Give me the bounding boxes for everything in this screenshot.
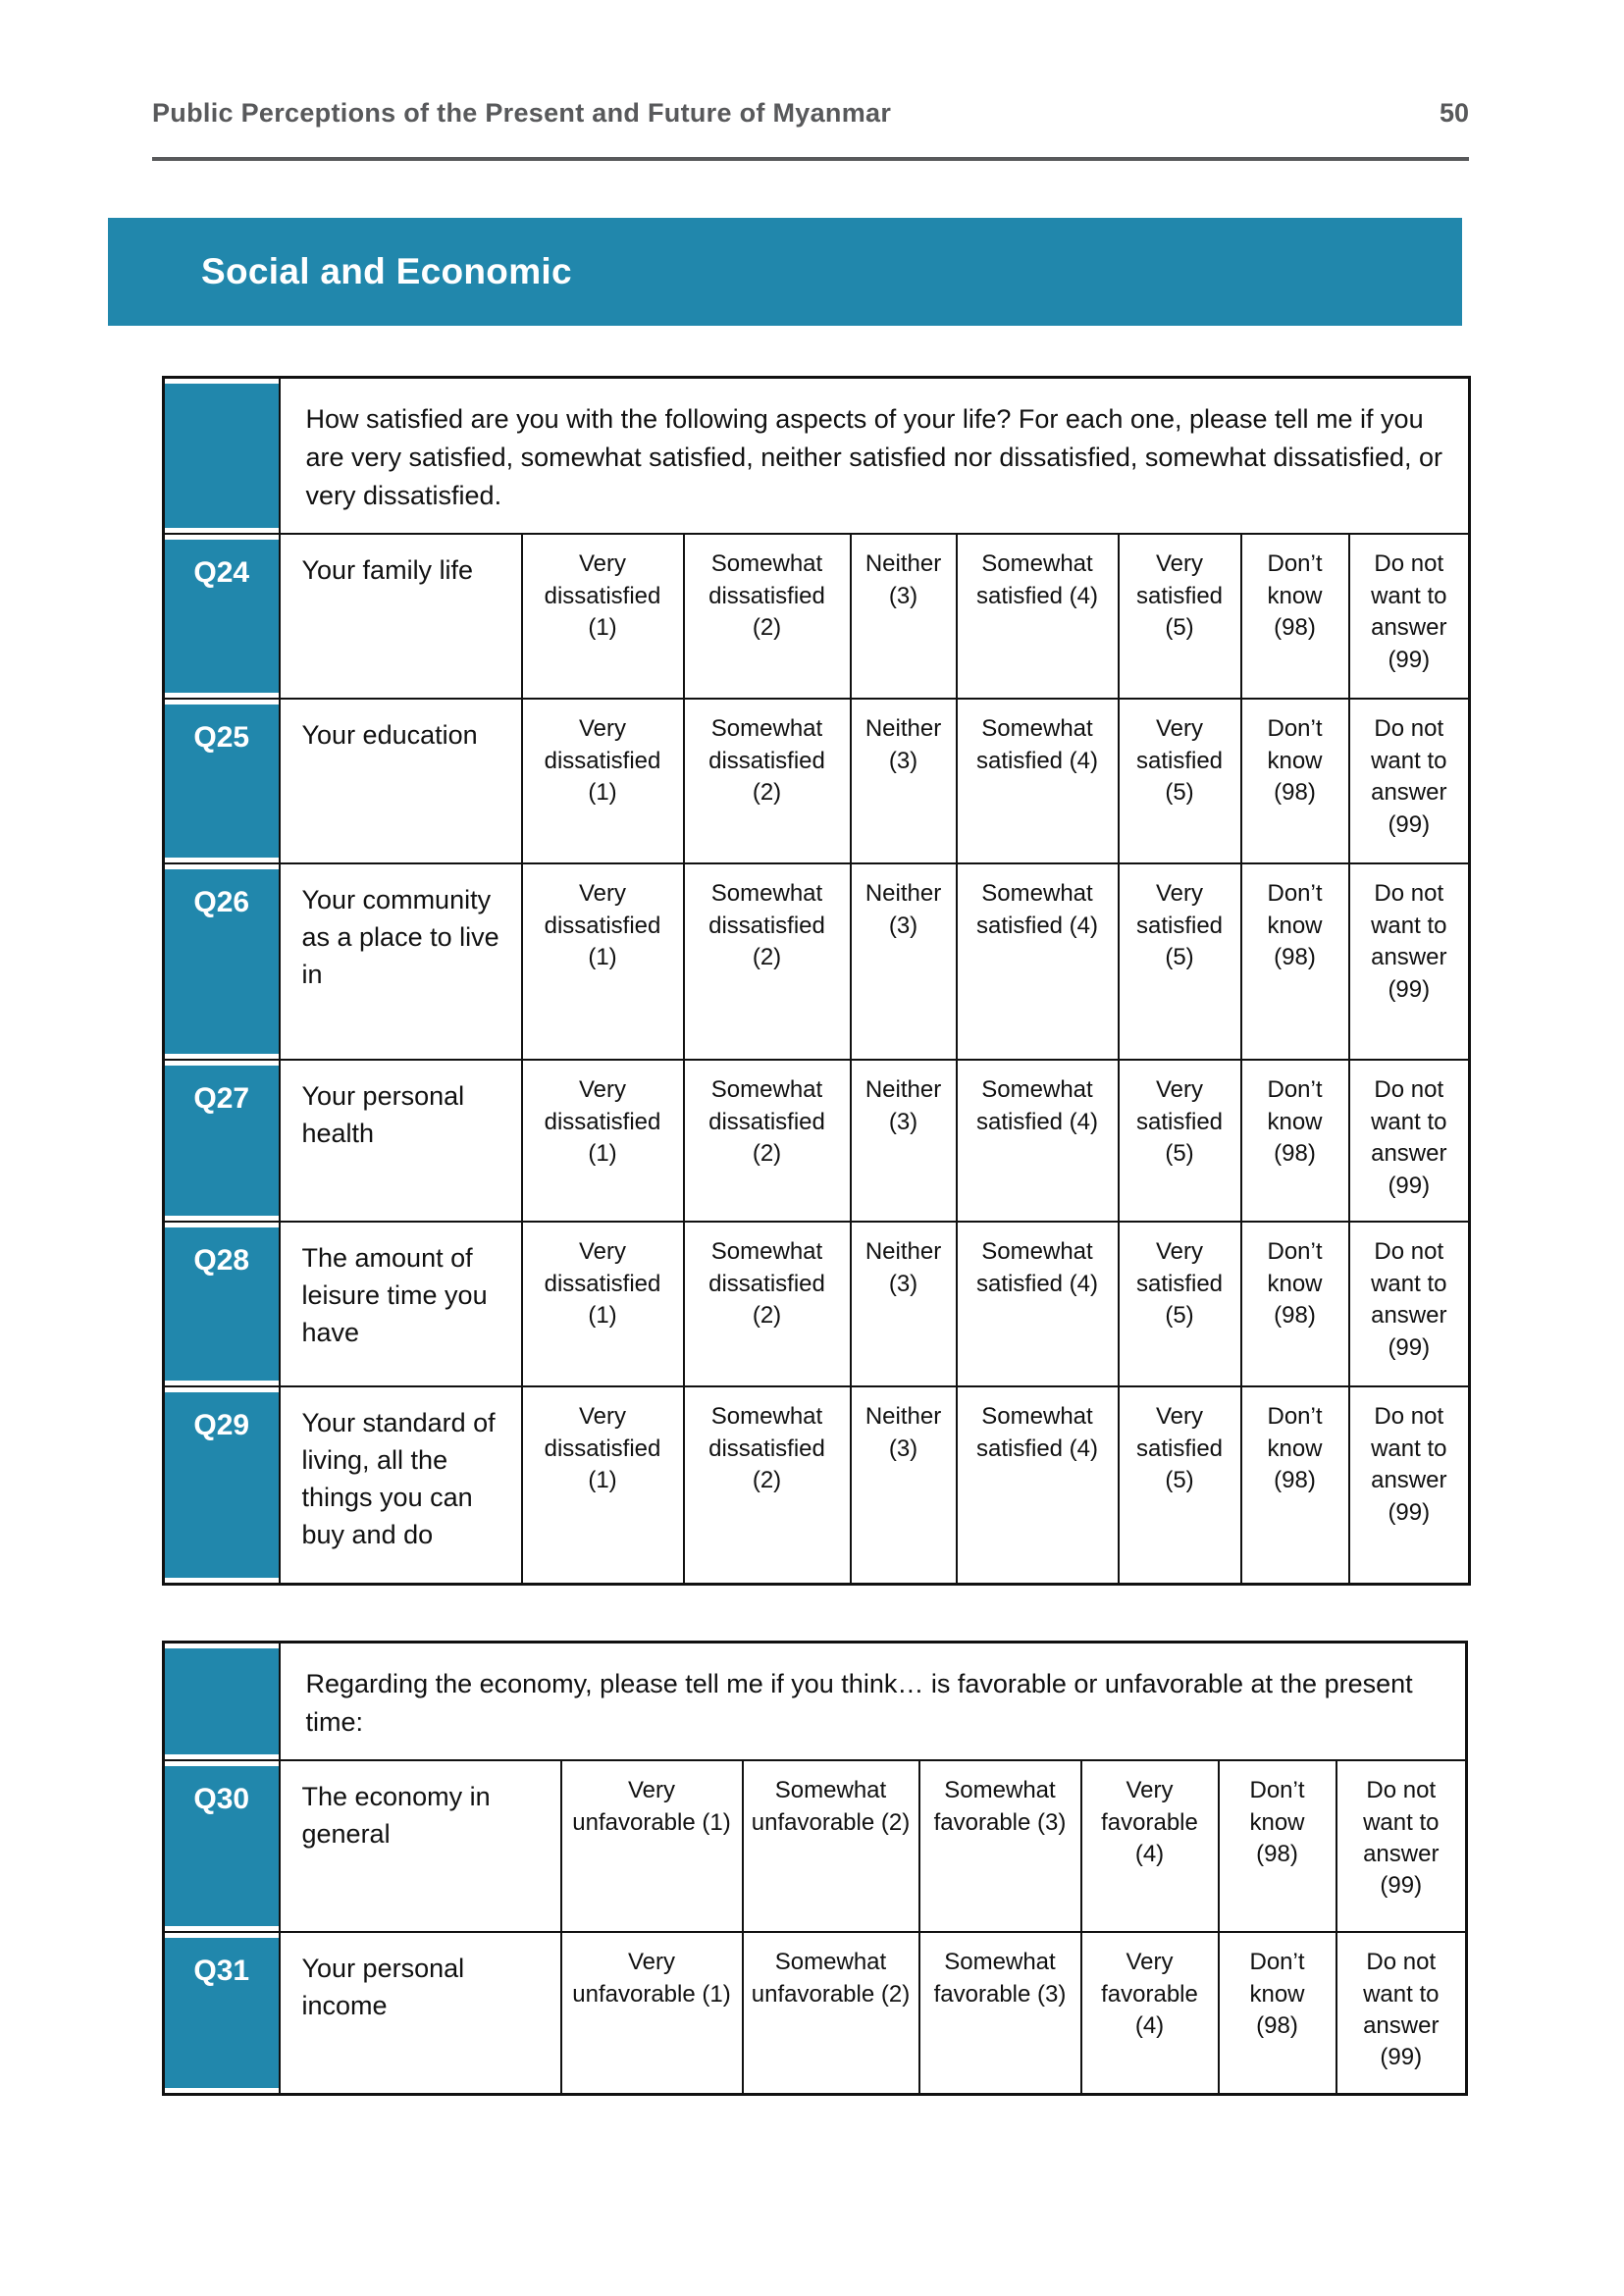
question-row-q28	[164, 1222, 1470, 1386]
answer-option-cell: Do not want to answer (99)	[1349, 534, 1470, 699]
question-row-q25	[164, 699, 1470, 863]
economy-table	[162, 1641, 1468, 2096]
intro-blue-cell	[164, 1643, 280, 1761]
answer-option-cell: Somewhat dissatisfied (2)	[684, 1386, 851, 1584]
answer-option-cell: Neither (3)	[851, 1386, 957, 1584]
question-text-cell: Your personal income	[280, 1932, 561, 2094]
intro-text-cell: How satisfied are you with the following aspects of your life? For each one, please tell me if you are very satisfied, somewhat satisfied, neither satisfied nor dissatisfied, somewhat dissatisfied, or very dissatisfied.	[280, 378, 1470, 535]
page-number: 50	[1439, 98, 1469, 128]
answer-option-cell: Don’t know (98)	[1241, 863, 1349, 1060]
page-header-title: Public Perceptions of the Present and Future of Myanmar	[152, 98, 892, 128]
answer-option-cell: Very satisfied (5)	[1119, 1060, 1241, 1222]
intro-row	[164, 378, 1470, 535]
answer-option-cell: Very unfavorable (1)	[561, 1760, 743, 1932]
answer-option-cell: Somewhat satisfied (4)	[957, 1222, 1119, 1386]
question-text-cell: Your community as a place to live in	[280, 863, 522, 1060]
question-id-badge: Q26	[164, 863, 280, 1060]
question-row-q24	[164, 534, 1470, 699]
answer-option-cell: Somewhat dissatisfied (2)	[684, 699, 851, 863]
page-header	[152, 98, 1469, 129]
answer-option-cell: Don’t know (98)	[1219, 1760, 1336, 1932]
question-text-cell: Your family life	[280, 534, 522, 699]
answer-option-cell: Neither (3)	[851, 1060, 957, 1222]
answer-option-cell: Somewhat satisfied (4)	[957, 1060, 1119, 1222]
answer-option-cell: Very dissatisfied (1)	[522, 863, 684, 1060]
question-text-cell: Your standard of living, all the things you can buy and do	[280, 1386, 522, 1584]
question-row-q31	[164, 1932, 1467, 2094]
answer-option-cell: Very unfavorable (1)	[561, 1932, 743, 2094]
satisfaction-table	[162, 376, 1471, 1586]
answer-option-cell: Neither (3)	[851, 863, 957, 1060]
answer-option-cell: Somewhat unfavorable (2)	[743, 1760, 919, 1932]
question-id-badge: Q27	[164, 1060, 280, 1222]
answer-option-cell: Somewhat dissatisfied (2)	[684, 534, 851, 699]
answer-option-cell: Very dissatisfied (1)	[522, 1222, 684, 1386]
question-id-badge: Q28	[164, 1222, 280, 1386]
question-row-q26	[164, 863, 1470, 1060]
answer-option-cell: Somewhat favorable (3)	[919, 1932, 1081, 2094]
intro-text-cell: Regarding the economy, please tell me if you think… is favorable or unfavorable at the present time:	[280, 1643, 1467, 1761]
answer-option-cell: Somewhat dissatisfied (2)	[684, 863, 851, 1060]
question-row-q27	[164, 1060, 1470, 1222]
satisfaction-table-wrapper	[162, 376, 1468, 1586]
answer-option-cell: Do not want to answer (99)	[1349, 863, 1470, 1060]
answer-option-cell: Don’t know (98)	[1241, 1386, 1349, 1584]
answer-option-cell: Somewhat favorable (3)	[919, 1760, 1081, 1932]
answer-option-cell: Somewhat unfavorable (2)	[743, 1932, 919, 2094]
answer-option-cell: Somewhat satisfied (4)	[957, 1386, 1119, 1584]
question-id-badge: Q25	[164, 699, 280, 863]
question-text-cell: Your education	[280, 699, 522, 863]
answer-option-cell: Very dissatisfied (1)	[522, 699, 684, 863]
intro-row	[164, 1643, 1467, 1761]
answer-option-cell: Very favorable (4)	[1081, 1760, 1219, 1932]
question-id-badge: Q29	[164, 1386, 280, 1584]
answer-option-cell: Somewhat dissatisfied (2)	[684, 1222, 851, 1386]
question-row-q29	[164, 1386, 1470, 1584]
answer-option-cell: Very dissatisfied (1)	[522, 534, 684, 699]
answer-option-cell: Very dissatisfied (1)	[522, 1386, 684, 1584]
answer-option-cell: Don’t know (98)	[1241, 1060, 1349, 1222]
answer-option-cell: Somewhat satisfied (4)	[957, 863, 1119, 1060]
question-text-cell: Your personal health	[280, 1060, 522, 1222]
answer-option-cell: Very satisfied (5)	[1119, 863, 1241, 1060]
answer-option-cell: Somewhat satisfied (4)	[957, 534, 1119, 699]
section-banner	[108, 218, 1462, 326]
answer-option-cell: Do not want to answer (99)	[1349, 699, 1470, 863]
answer-option-cell: Very satisfied (5)	[1119, 1222, 1241, 1386]
answer-option-cell: Very satisfied (5)	[1119, 699, 1241, 863]
answer-option-cell: Very dissatisfied (1)	[522, 1060, 684, 1222]
header-divider	[152, 157, 1469, 161]
question-id-badge: Q31	[164, 1932, 280, 2094]
answer-option-cell: Neither (3)	[851, 1222, 957, 1386]
question-id-badge: Q24	[164, 534, 280, 699]
question-row-q30	[164, 1760, 1467, 1932]
section-title: Social and Economic	[201, 251, 572, 291]
intro-blue-cell	[164, 378, 280, 535]
answer-option-cell: Do not want to answer (99)	[1349, 1060, 1470, 1222]
answer-option-cell: Very satisfied (5)	[1119, 534, 1241, 699]
answer-option-cell: Neither (3)	[851, 699, 957, 863]
answer-option-cell: Very favorable (4)	[1081, 1932, 1219, 2094]
answer-option-cell: Do not want to answer (99)	[1336, 1760, 1467, 1932]
question-text-cell: The economy in general	[280, 1760, 561, 1932]
answer-option-cell: Somewhat satisfied (4)	[957, 699, 1119, 863]
question-id-badge: Q30	[164, 1760, 280, 1932]
answer-option-cell: Don’t know (98)	[1241, 1222, 1349, 1386]
answer-option-cell: Very satisfied (5)	[1119, 1386, 1241, 1584]
question-text-cell: The amount of leisure time you have	[280, 1222, 522, 1386]
answer-option-cell: Somewhat dissatisfied (2)	[684, 1060, 851, 1222]
answer-option-cell: Neither (3)	[851, 534, 957, 699]
answer-option-cell: Don’t know (98)	[1241, 699, 1349, 863]
answer-option-cell: Do not want to answer (99)	[1336, 1932, 1467, 2094]
answer-option-cell: Don’t know (98)	[1241, 534, 1349, 699]
answer-option-cell: Do not want to answer (99)	[1349, 1386, 1470, 1584]
economy-table-wrapper	[162, 1641, 1468, 2096]
answer-option-cell: Don’t know (98)	[1219, 1932, 1336, 2094]
answer-option-cell: Do not want to answer (99)	[1349, 1222, 1470, 1386]
